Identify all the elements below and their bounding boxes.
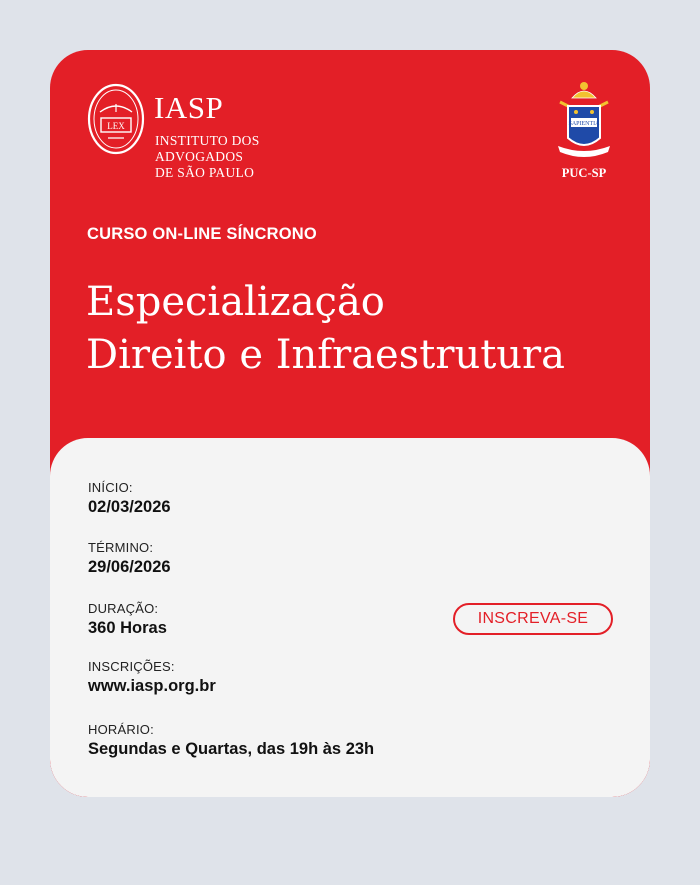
detail-registration-label: INSCRIÇÕES: [88,659,175,674]
detail-duration-label: DURAÇÃO: [88,601,159,616]
iasp-subtitle-line2: DE SÃO PAULO [155,165,255,180]
details-panel [50,438,650,797]
detail-end-value: 29/06/2026 [88,558,171,576]
puc-crest-text: SAPIENTIA [568,121,600,127]
course-kicker: CURSO ON-LINE SÍNCRONO [87,225,317,243]
detail-start-label: INÍCIO: [88,480,133,495]
course-card [50,50,650,797]
iasp-title: IASP [154,90,224,125]
puc-logo [550,80,618,184]
iasp-seal-icon [86,82,146,156]
iasp-subtitle-line1: INSTITUTO DOS ADVOGADOS [155,133,260,164]
iasp-subtitle [155,133,346,181]
detail-end-label: TÉRMINO: [88,540,154,555]
iasp-seal-text: LEX [107,121,125,131]
puc-crest-icon [550,80,618,164]
detail-schedule [88,722,374,759]
detail-duration [88,601,167,638]
iasp-logo [86,82,346,180]
detail-start [88,480,171,517]
detail-start-value: 02/03/2026 [88,498,171,516]
detail-schedule-value: Segundas e Quartas, das 19h às 23h [88,740,375,758]
detail-duration-value: 360 Horas [88,619,167,637]
enroll-button[interactable]: INSCREVA-SE [453,603,613,635]
detail-registration [88,659,216,696]
course-title-line2: Direito e Infraestrutura [86,332,566,378]
detail-registration-value[interactable]: www.iasp.org.br [88,677,216,695]
puc-label: PUC-SP [561,166,607,180]
detail-end [88,540,171,577]
course-title [86,276,565,382]
course-title-line1: Especialização [86,279,385,325]
detail-schedule-label: HORÁRIO: [88,722,154,737]
